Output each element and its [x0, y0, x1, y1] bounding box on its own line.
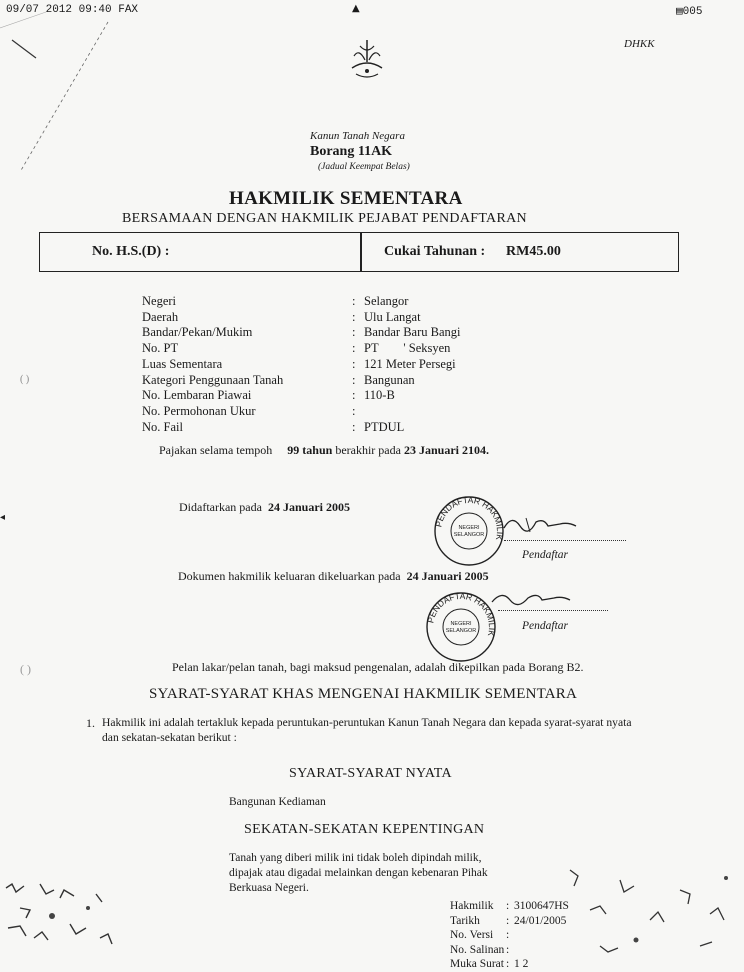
clause-text-line1: Hakmilik ini adalah tertakluk kepada peruntukan-peruntukan Kanun Tanah Negara dan kepada syarat-syarat nyata [102, 716, 632, 729]
field-value: Bangunan [364, 372, 415, 387]
office-code: DHKK [624, 38, 655, 50]
lease-prefix: Pajakan selama tempoh [159, 443, 273, 457]
svg-text:SELANGOR: SELANGOR [453, 532, 485, 538]
footer-value: 24/01/2005 [514, 914, 567, 927]
field-label: No. Permohonan Ukur [142, 403, 256, 418]
field-label: Daerah [142, 309, 179, 324]
lease-years: 99 tahun [287, 443, 333, 457]
signature-line [498, 610, 608, 611]
registration-arrow-icon: ▲ [352, 3, 360, 14]
lease-statement [159, 443, 489, 458]
field-row: No. Permohonan Ukur : [142, 403, 356, 418]
field-label: Luas Sementara [142, 356, 223, 371]
document-title: HAKMILIK SEMENTARA [229, 188, 463, 209]
field-row: Negeri : Selangor [142, 294, 409, 308]
footer-row: No. Versi : [450, 929, 510, 941]
field-label: Bandar/Pekan/Mukim [142, 325, 253, 340]
field-value: PTDUL [364, 419, 405, 434]
footer-label: Hakmilik [450, 900, 494, 912]
lease-middle: berakhir pada [335, 443, 401, 457]
field-label: No. Fail [142, 419, 183, 434]
clause-text-line2: dan sekatan-sekatan berikut : [102, 731, 237, 744]
fax-page-icon: ▤ [676, 6, 683, 18]
svg-text:PENDAFTAR HAKMILIK: PENDAFTAR HAKMILIK [425, 590, 498, 638]
schedule-label: (Jadual Keempat Belas) [318, 162, 410, 172]
fax-page-number: ▤005 [676, 6, 703, 18]
svg-text:PENDAFTAR HAKMILIK: PENDAFTAR HAKMILIK [433, 494, 506, 542]
footer-row: Tarikh : 24/01/2005 [450, 914, 567, 927]
issued-label: Dokumen hakmilik keluaran dikeluarkan pada [178, 569, 401, 583]
land-details [142, 294, 461, 435]
annual-tax-label: Cukai Tahunan : [384, 244, 486, 259]
lease-expiry-date: 23 Januari 2104. [403, 443, 489, 457]
registered-date: 24 Januari 2005 [267, 500, 350, 514]
field-value: 121 Meter Persegi [364, 356, 456, 371]
edge-mark: ◂ [0, 512, 6, 523]
signature-line [504, 540, 626, 541]
box-divider [360, 233, 362, 271]
restriction-line: Tanah yang diberi milik ini tidak boleh dipindah milik, [229, 852, 482, 864]
form-number: Borang 11AK [310, 144, 393, 159]
footer-reference [450, 899, 569, 972]
punch-hole-mark: ( ) [20, 374, 30, 385]
field-label: Kategori Penggunaan Tanah [142, 372, 284, 387]
law-name: Kanun Tanah Negara [310, 130, 405, 142]
scan-noise-left [0, 868, 140, 968]
field-row: Luas Sementara : 121 Meter Persegi [142, 356, 456, 371]
svg-text:NEGERI: NEGERI [450, 621, 472, 627]
registered-label: Didaftarkan pada [179, 500, 262, 514]
field-row: No. Fail : PTDUL [142, 419, 405, 434]
issued-date: 24 Januari 2005 [406, 569, 489, 583]
clause-number: 1. [86, 716, 95, 730]
special-conditions-heading: SYARAT-SYARAT KHAS MENGENAI HAKMILIK SEMENTARA [149, 686, 578, 702]
field-value: Selangor [364, 294, 409, 308]
hs-number-label: No. H.S.(D) : [92, 244, 170, 259]
footer-label: No. Versi [450, 929, 494, 941]
restriction-line: dipajak atau digadai melainkan dengan kebenaran Pihak [229, 867, 488, 879]
registered-statement [179, 500, 350, 515]
registrar-stamp-icon [432, 494, 506, 568]
field-value: Ulu Langat [364, 309, 421, 324]
field-row: Daerah : Ulu Langat [142, 309, 421, 324]
fax-header-timestamp: 09/07 2012 09:40 FAX [6, 4, 139, 16]
field-row: No. PT : PT ' Seksyen [142, 341, 451, 356]
svg-text:SELANGOR: SELANGOR [445, 628, 477, 634]
field-label: No. PT [142, 341, 179, 356]
footer-value: 1 2 [514, 958, 529, 970]
footer-label: Tarikh [450, 914, 480, 927]
registrar-signature-icon [488, 588, 572, 610]
footer-row: Muka Surat : 1 2 [450, 958, 529, 970]
restriction-text [229, 851, 488, 896]
express-conditions-heading: SYARAT-SYARAT NYATA [289, 766, 452, 781]
issued-statement [178, 569, 489, 584]
scan-noise-right [560, 850, 744, 969]
title-number-box [39, 232, 679, 272]
plan-note: Pelan lakar/pelan tanah, bagi maksud pengenalan, adalah dikepilkan pada Borang B2. [172, 660, 584, 674]
restriction-heading: SEKATAN-SEKATAN KEPENTINGAN [244, 822, 485, 837]
scan-artifact-lines [0, 0, 160, 180]
footer-label: No. Salinan [450, 943, 505, 956]
footer-row: No. Salinan : [450, 943, 510, 956]
svg-text:NEGERI: NEGERI [458, 525, 480, 531]
field-value: PT ' Seksyen [364, 341, 451, 356]
registrar-title-1: Pendaftar [522, 549, 568, 561]
express-conditions-text: Bangunan Kediaman [229, 796, 326, 808]
field-row: Bandar/Pekan/Mukim : Bandar Baru Bangi [142, 325, 461, 340]
punch-hole-mark: ( ) [20, 662, 31, 676]
document-subtitle: BERSAMAAN DENGAN HAKMILIK PEJABAT PENDAFTARAN [122, 211, 527, 226]
field-label: No. Lembaran Piawai [142, 388, 252, 403]
field-row: Kategori Penggunaan Tanah : Bangunan [142, 372, 415, 387]
registrar-signature-icon [500, 512, 580, 536]
field-value: 110-B [364, 388, 395, 403]
footer-value: 3100647HS [514, 900, 569, 912]
field-label: Negeri [142, 294, 177, 308]
registrar-title-2: Pendaftar [522, 620, 568, 632]
selangor-crest-icon [346, 38, 388, 84]
footer-row: Hakmilik : 3100647HS [450, 900, 569, 912]
field-row: No. Lembaran Piawai : 110-B [142, 388, 395, 403]
annual-tax-value: RM45.00 [506, 244, 561, 259]
field-value: Bandar Baru Bangi [364, 325, 461, 340]
restriction-line: Berkuasa Negeri. [229, 882, 309, 894]
registrar-stamp-icon [424, 590, 498, 664]
footer-label: Muka Surat [450, 958, 504, 970]
